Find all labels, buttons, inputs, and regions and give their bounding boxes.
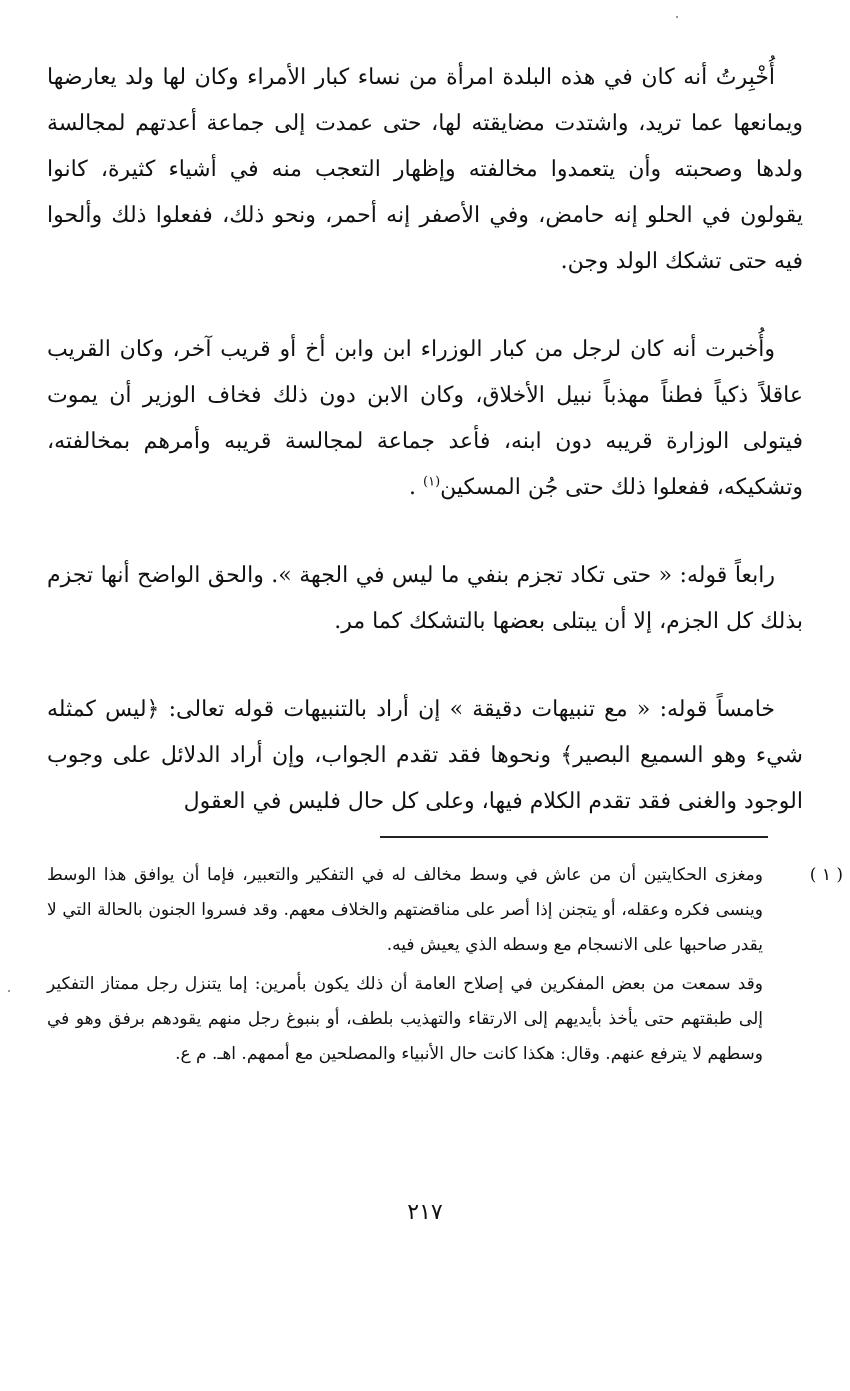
footnotes-section [47,858,843,1076]
paragraph-2-end: . [409,475,423,500]
page-number: ٢١٧ [407,1200,443,1225]
scan-speck [676,16,678,18]
footnote-1-text: ومغزى الحكايتين أن من عاش في وسط مخالف له في التفكير والتعبير، فإما أن يوافق هذا الوسط وينسى فكره وعقله، أو يتجنن إذا أصر على مناقضتهم والخلاف معهم. وقد فسروا الجنون بالحالة التي لا يقدر صاحبها على الانسجام مع وسطه الذي يعيش فيه. [47,865,763,955]
footnote-1 [47,858,843,963]
paragraph-2 [47,327,803,511]
scan-speck [8,990,10,992]
footnote-separator [380,836,768,838]
main-text [47,55,803,825]
paragraph-4: خامساً قوله: « مع تنبيهات دقيقة » إن أراد بالتنبيهات قوله تعالى: ﴿ليس كمثله شيء وهو السميع البصير﴾ ونحوها فقد تقدم الجواب، وإن أراد الدلائل على وجوب الوجود والغنى فقد تقدم الكلام فيها، وعلى كل حال فليس في العقول [47,697,803,814]
footnote-reference: (١) [423,474,441,490]
paragraph-1: أُخْبِرتُ أنه كان في هذه البلدة امرأة من نساء كبار الأمراء وكان لها ولد يعارضها ويمانعها عما تريد، واشتدت مضايقته لها، حتى عمدت إلى جماعة أعدتهم لمجالسة ولدها وصحبته وأن يتعمدوا مخالفته وإظهار التعجب منه في أشياء كثيرة، كانوا يقولون في الحلو إنه حامض، وفي الأصفر إنه أحمر، ونحو ذلك، ففعلوا ذلك وألحوا فيه حتى تشكك الولد وجن. [47,65,803,274]
footnote-number: ( ١ ) [809,865,843,885]
paragraph-3: رابعاً قوله: « حتى تكاد تجزم بنفي ما ليس في الجهة ». والحق الواضح أنها تجزم بذلك كل الجزم، إلا أن يبتلى بعضها بالتشكك كما مر. [47,563,803,634]
footnote-1-continuation: وقد سمعت من بعض المفكرين في إصلاح العامة أن ذلك يكون بأمرين: إما يتنزل رجل ممتاز التفكير إلى طبقتهم حتى يأخذ بأيديهم إلى الارتقاء والتهذيب بلطف، أو بنبوغ رجل منهم يقودهم برفق وهو في وسطهم لا يترفع عنهم. وقال: هكذا كانت حال الأنبياء والمصلحين مع أممهم. اهـ. م ع. [47,974,763,1064]
paragraph-2-text: وأُخبرت أنه كان لرجل من كبار الوزراء ابن وابن أخ أو قريب آخر، وكان القريب عاقلاً ذكياً فطناً مهذباً نبيل الأخلاق، وكان الابن دون ذلك فخاف الوزير أن يموت فيتولى الوزارة قريبه دون ابنه، فأعد جماعة لمجالسة قريبه وأمرهم بمخالفته، وتشكيكه، ففعلوا ذلك حتى جُن المسكين [47,337,803,500]
